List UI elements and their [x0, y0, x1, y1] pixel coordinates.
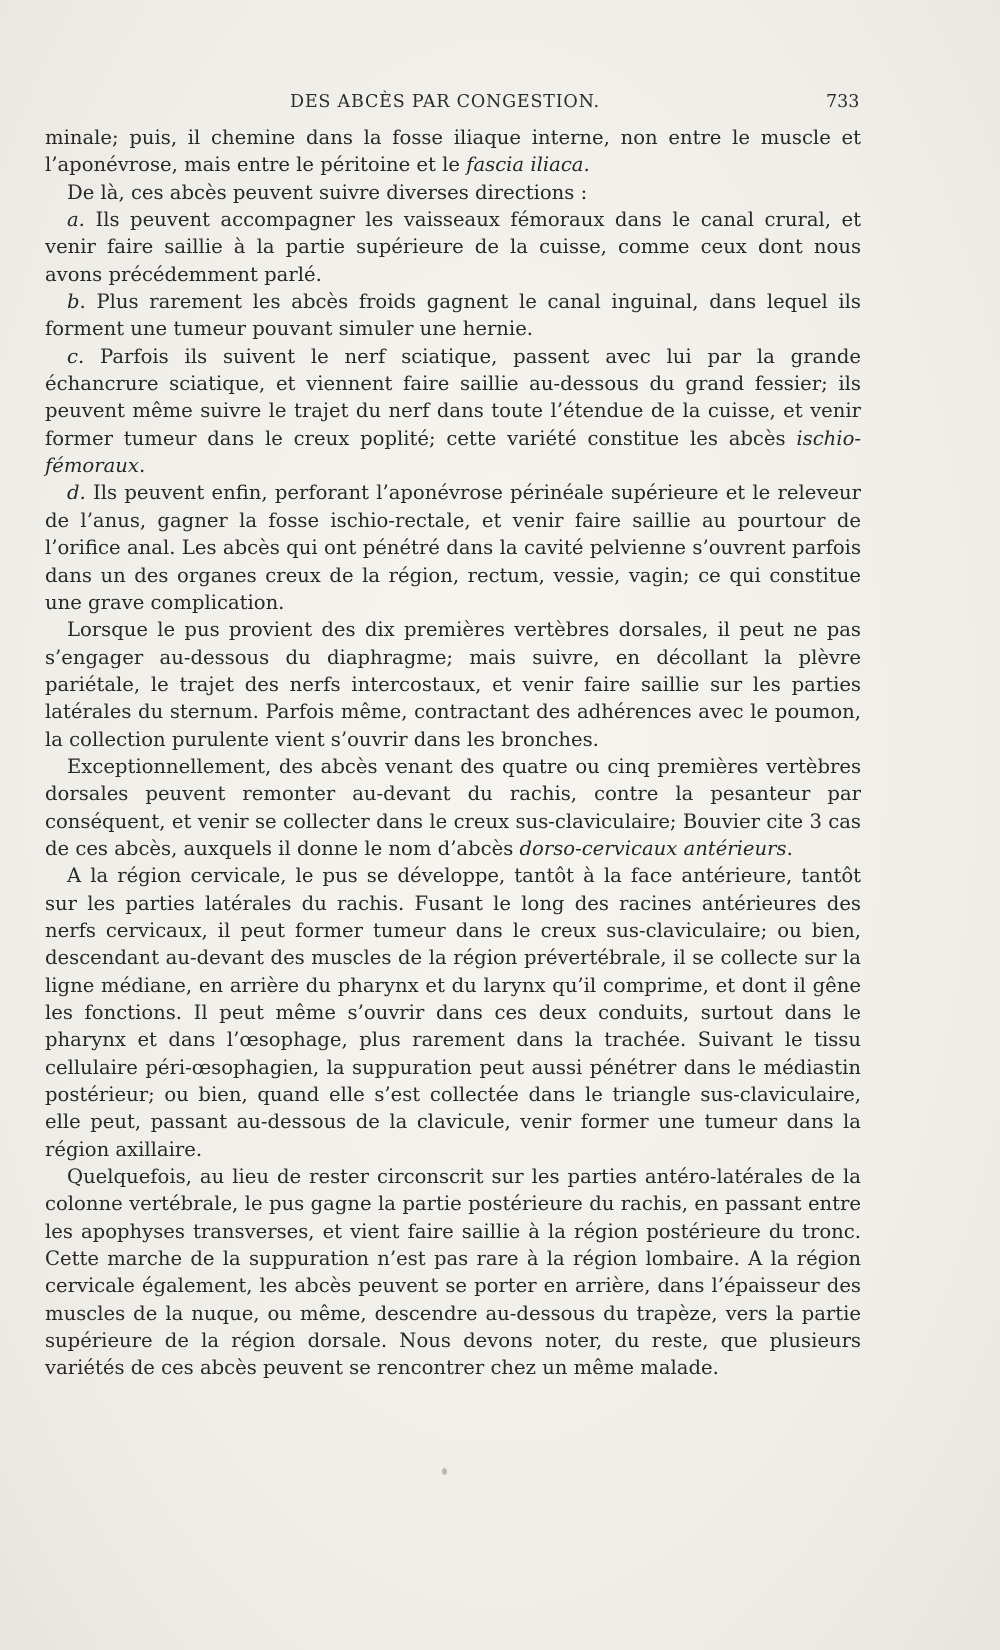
item-marker: b. [67, 290, 86, 314]
paragraph-directions: De là, ces abcès peuvent suivre diverses directions : [67, 180, 588, 204]
running-title: DES ABCÈS PAR CONGESTION. [290, 92, 600, 112]
ink-speck [442, 1468, 447, 1475]
italic-term: fascia iliaca [466, 153, 584, 177]
list-item-a: a. Ils peuvent accompagner les vaisseaux fémoraux dans le canal crural, et venir faire saillie à la partie supérieure de la cuisse, comme ceux dont nous avons précédemment parlé. [45, 208, 861, 286]
item-marker: c. [67, 344, 85, 368]
body-text [45, 124, 861, 1382]
list-item-d: d. Ils peuvent enfin, perforant l’aponévrose périnéale supérieure et le releveur de l’anus, gagner la fosse ischio-rectale, et venir faire saillie au pourtour de l’orifice anal. Les abcès qui ont pénétré dans la cavité pelvienne s’ouvrent parfois dans un des organes creux de la région, rectum, vessie, vagin; ce qui constitue une grave complication. [45, 481, 861, 614]
paragraph-dorsal: Lorsque le pus provient des dix premières vertèbres dorsales, il peut ne pas s’engager au-dessous du diaphragme; mais suivre, en décollant la plèvre pariétale, le trajet des nerfs intercostaux, et venir faire saillie sur les parties latérales du sternum. Parfois même, contractant des adhérences avec le poumon, la collection purulente vient s’ouvrir dans les bronches. [45, 618, 861, 751]
paragraph-cervical: A la région cervicale, le pus se développe, tantôt à la face antérieure, tantôt sur les parties latérales du rachis. Fusant le long des racines antérieures des nerfs cervicaux, il peut former tumeur dans le creux sus-claviculaire; ou bien, descendant au-devant des muscles de la région prévertébrale, il se collecte sur la ligne médiane, en arrière du pharynx et du larynx qu’il comprime, et dont il gêne les fonctions. Il peut même s’ouvrir dans ces deux conduits, surtout dans le pharynx et dans l’œsophage, plus rarement dans la trachée. Suivant le tissu cellulaire péri-œsophagien, la suppuration peut aussi pénétrer dans le médiastin postérieur; ou bien, quand elle s’est collectée dans le triangle sus-claviculaire, elle peut, passant au-dessous de la clavicule, venir former une tumeur dans la région axillaire. [45, 864, 861, 1161]
item-marker: a. [67, 208, 85, 232]
item-marker: d. [67, 481, 86, 505]
paragraph-posterior: Quelquefois, au lieu de rester circonscrit sur les parties antéro-latérales de la colonne vertébrale, le pus gagne la partie postérieure du rachis, en passant entre les apophyses transverses, et vient faire saillie à la région postérieure du tronc. Cette marche de la suppuration n’est pas rare à la région lombaire. A la région cervicale également, les abcès peuvent se porter en arrière, dans l’épaisseur des muscles de la nuque, ou même, descendre au-dessous du trapèze, vers la partie supérieure de la région dorsale. Nous devons noter, du reste, que plusieurs variétés de ces abcès peuvent se rencontrer chez un même malade. [45, 1165, 861, 1380]
italic-term: ischio-fémoraux [45, 426, 861, 478]
paragraph-continuation: minale; puis, il chemine dans la fosse iliaque interne, non entre le muscle et l’aponévrose, mais entre le péritoine et le fascia iliaca. [45, 126, 861, 177]
page-number: 733 [826, 92, 860, 112]
list-item-c: c. Parfois ils suivent le nerf sciatique, passent avec lui par la grande échancrure sciatique, et viennent faire saillie au-dessous du grand fessier; ils peuvent même suivre le trajet du nerf dans toute l’étendue de la cuisse, et venir former tumeur dans le creux poplité; cette variété constitue les abcès ischio-fémoraux. [45, 344, 861, 478]
italic-term: dorso-cervicaux antérieurs [519, 836, 787, 860]
list-item-b: b. Plus rarement les abcès froids gagnent le canal inguinal, dans lequel ils forment une tumeur pouvant simuler une hernie. [45, 290, 861, 341]
paragraph-exceptionally: Exceptionnellement, des abcès venant des quatre ou cinq premières vertèbres dorsales peuvent remonter au-devant du rachis, contre la pesanteur par conséquent, et venir se collecter dans le creux sus-claviculaire; Bouvier cite 3 cas de ces abcès, auxquels il donne le nom d’abcès dorso-cervicaux antérieurs. [45, 754, 861, 860]
page-header [0, 92, 1000, 122]
